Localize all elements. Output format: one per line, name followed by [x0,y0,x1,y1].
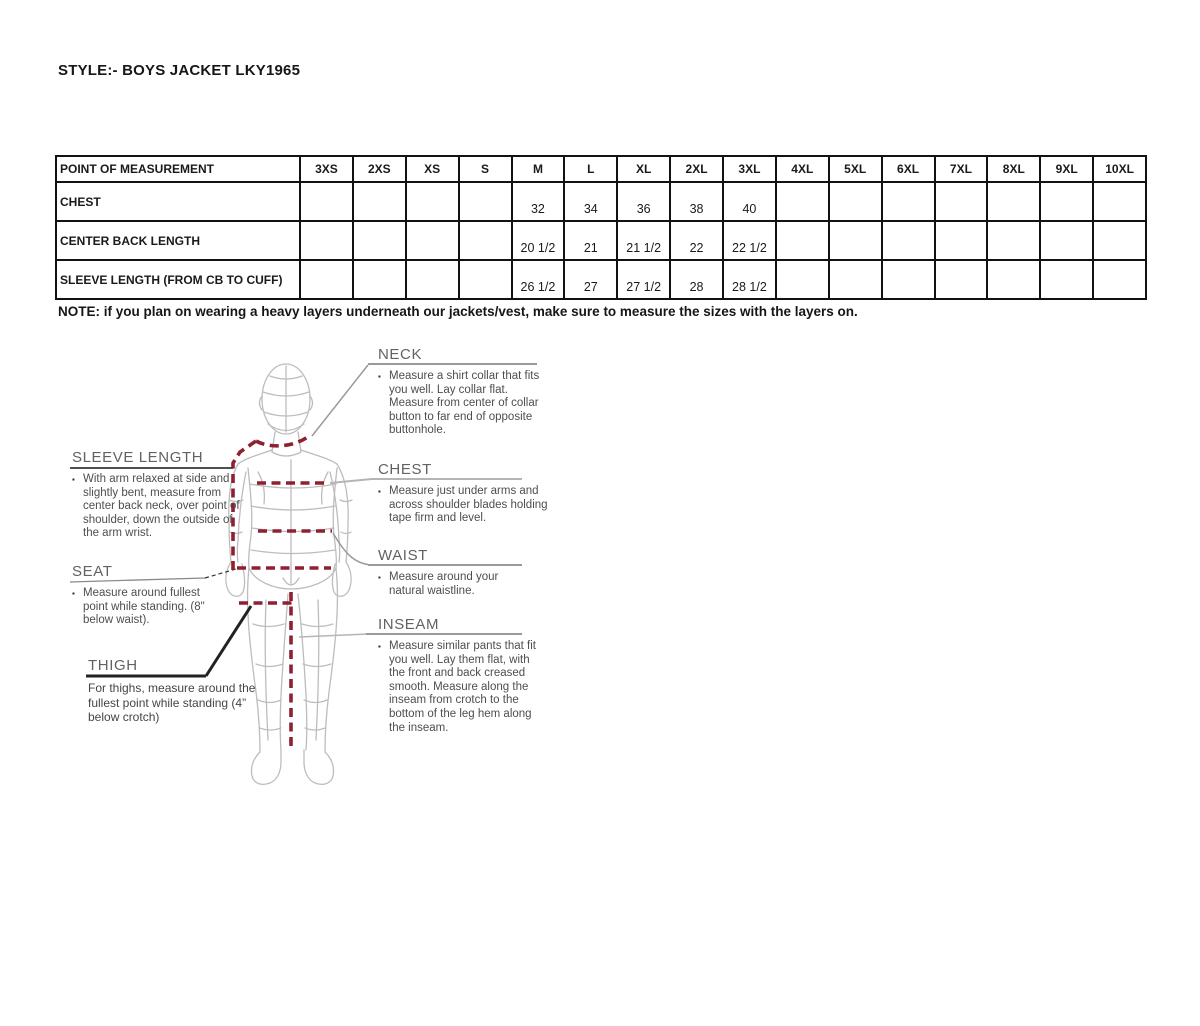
table-row [56,182,1146,221]
column-header-m: M [512,156,565,182]
row-label: SLEEVE LENGTH (FROM CB TO CUFF) [56,260,300,299]
guide-chest-text: ▪ Measure just under arms and across shoulder blades holding tape firm and level. [378,485,548,525]
value-cell [353,260,406,299]
value-cell [459,221,512,260]
column-header-l: L [564,156,617,182]
value-cell [776,260,829,299]
value-cell: 21 1/2 [617,221,670,260]
column-header-2xl: 2XL [670,156,723,182]
value-cell [987,260,1040,299]
column-header-4xl: 4XL [776,156,829,182]
column-header-3xs: 3XS [300,156,353,182]
value-cell [1093,260,1146,299]
value-cell [882,221,935,260]
value-cell: 36 [617,182,670,221]
column-header-7xl: 7XL [935,156,988,182]
table-row [56,260,1146,299]
value-cell [1040,182,1093,221]
column-header-s: S [459,156,512,182]
value-cell [406,260,459,299]
column-header-xl: XL [617,156,670,182]
guide-waist [378,547,534,598]
value-cell [935,221,988,260]
note-text: NOTE: if you plan on wearing a heavy layers underneath our jackets/vest, make sure to measure the sizes with the layers on. [58,304,858,319]
value-cell [987,221,1040,260]
value-cell: 21 [564,221,617,260]
guide-waist-text: ▪ Measure around your natural waistline. [378,571,499,597]
guide-chest [378,461,550,526]
column-header-3xl: 3XL [723,156,776,182]
guide-thigh [88,657,256,725]
value-cell: 22 [670,221,723,260]
guide-waist-heading: WAIST [378,547,428,564]
value-cell [935,182,988,221]
value-cell [829,260,882,299]
value-cell: 27 [564,260,617,299]
value-cell: 22 1/2 [723,221,776,260]
row-label: CENTER BACK LENGTH [56,221,300,260]
value-cell: 20 1/2 [512,221,565,260]
guide-neck-heading: NECK [378,346,423,363]
value-cell: 26 1/2 [512,260,565,299]
guide-sleeve-length-text: ▪ With arm relaxed at side and slightly bent, measure from center back neck, over point of shoulder, down the outside of the arm wrist. [72,473,240,540]
table-row [56,221,1146,260]
column-header-6xl: 6XL [882,156,935,182]
guide-sleeve-length-heading: SLEEVE LENGTH [72,449,204,466]
value-cell [300,221,353,260]
value-cell [406,221,459,260]
guide-chest-heading: CHEST [378,461,432,478]
column-header-label: POINT OF MEASUREMENT [56,156,300,182]
value-cell: 40 [723,182,776,221]
value-cell: 27 1/2 [617,260,670,299]
guide-seat [72,563,224,628]
page-title: STYLE:- BOYS JACKET LKY1965 [58,62,301,79]
guide-seat-heading: SEAT [72,563,113,580]
column-header-8xl: 8XL [987,156,1040,182]
bullet-icon: ▪ [378,642,381,651]
size-table-header-row [56,156,1146,182]
value-cell [406,182,459,221]
value-cell [1093,221,1146,260]
value-cell [353,182,406,221]
guide-seat-text: ▪ Measure around fullest point while standing. (8" below waist). [72,587,205,627]
bullet-icon: ▪ [378,487,381,496]
value-cell [1040,260,1093,299]
guide-sleeve-length [72,449,248,541]
column-header-10xl: 10XL [1093,156,1146,182]
value-cell [353,221,406,260]
value-cell [459,260,512,299]
value-cell [882,260,935,299]
guide-inseam [378,616,546,735]
guide-inseam-text: ▪ Measure similar pants that fit you well. Lay them flat, with the front and back creased smooth. Measure along the inseam from crotch to the bottom of the leg hem along the inseam. [378,640,537,734]
guide-inseam-heading: INSEAM [378,616,440,633]
value-cell [987,182,1040,221]
bullet-icon: ▪ [72,475,75,484]
value-cell [300,260,353,299]
column-header-9xl: 9XL [1040,156,1093,182]
value-cell: 32 [512,182,565,221]
value-cell: 28 [670,260,723,299]
value-cell [1040,221,1093,260]
value-cell: 34 [564,182,617,221]
value-cell [1093,182,1146,221]
value-cell [776,182,829,221]
bullet-icon: ▪ [72,589,75,598]
value-cell [829,182,882,221]
column-header-xs: XS [406,156,459,182]
value-cell [776,221,829,260]
row-label: CHEST [56,182,300,221]
value-cell: 38 [670,182,723,221]
value-cell [300,182,353,221]
value-cell [459,182,512,221]
guide-thigh-text: For thighs, measure around the fullest point while standing (4” below crotch) [88,681,256,725]
value-cell [935,260,988,299]
guide-neck [378,346,542,438]
value-cell: 28 1/2 [723,260,776,299]
bullet-icon: ▪ [378,573,381,582]
value-cell [829,221,882,260]
column-header-5xl: 5XL [829,156,882,182]
value-cell [882,182,935,221]
guide-neck-text: ▪ Measure a shirt collar that fits you well. Lay collar flat. Measure from center of collar button to far end of opposite buttonhole. [378,370,540,437]
guide-thigh-heading: THIGH [88,657,138,674]
column-header-2xs: 2XS [353,156,406,182]
size-table [55,155,1147,300]
bullet-icon: ▪ [378,372,381,381]
